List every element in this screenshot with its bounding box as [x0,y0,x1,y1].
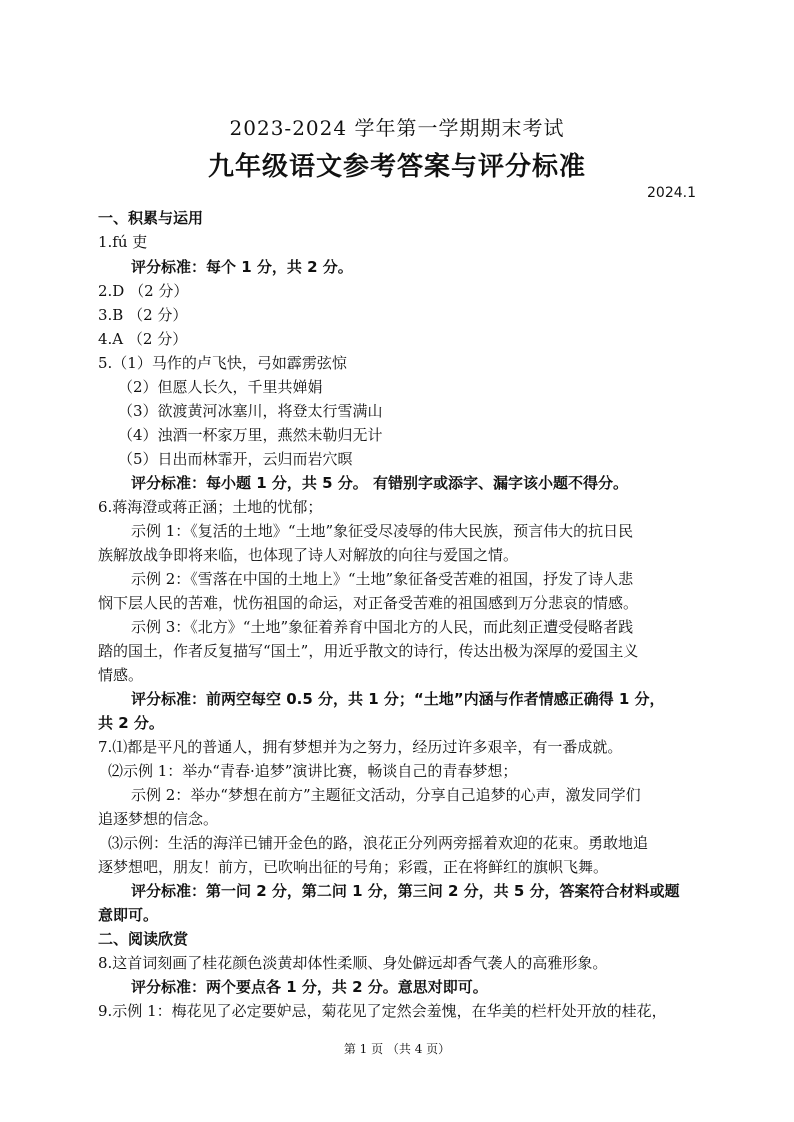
scoring-q1: 评分标准：每个 1 分，共 2 分。 [131,258,353,276]
scoring-q5: 评分标准：每小题 1 分，共 5 分。 有错别字或添字、漏字该小题不得分。 [131,474,628,492]
answer-q6-example2-cont: 悯下层人民的苦难，忧伤祖国的命运，对正备受苦难的祖国感到万分悲哀的情感。 [98,594,639,612]
answer-q7-1: 7.⑴都是平凡的普通人，拥有梦想并为之努力，经历过许多艰辛，有一番成就。 [98,738,623,756]
answer-q7-2-cont: 追逐梦想的信念。 [98,810,219,828]
exam-title: 2023-2024 学年第一学期期末考试 [229,116,565,140]
answer-q6-example1: 示例 1：《复活的土地》“土地”象征受尽凌辱的伟大民族，预言伟大的抗日民 [131,522,634,540]
scoring-q7-cont: 意即可。 [98,906,159,924]
answer-q6-example3-end: 情感。 [98,666,144,684]
answer-q6-example1-cont: 族解放战争即将来临，也体现了诗人对解放的向往与爱国之情。 [98,546,519,564]
answer-q5-2: （2）但愿人长久，千里共婵娟 [118,378,323,396]
answer-q7-2: ⑵示例 1：举办“青春·追梦”演讲比赛，畅谈自己的青春梦想； [108,762,518,780]
answer-q5-5: （5）日出而林霏开，云归而岩穴暝 [118,450,353,468]
page-number: 第 1 页 （共 4 页） [343,1042,451,1056]
section-heading-1: 一、积累与运用 [98,209,204,227]
scoring-q7: 评分标准：第一问 2 分，第二问 1 分，第三问 2 分，共 5 分，答案符合材料或题 [131,882,680,900]
answer-q1: 1.fú 吏 [98,233,148,251]
document-title: 九年级语文参考答案与评分标准 [207,152,586,182]
scoring-q6: 评分标准：前两空每空 0.5 分，共 1 分；“土地”内涵与作者情感正确得 1 分， [131,690,665,708]
answer-q4: 4.A （2 分） [98,330,188,348]
answer-q5-3: （3）欲渡黄河冰塞川，将登太行雪满山 [118,402,383,420]
answer-q6-example3: 示例 3：《北方》“土地”象征着养育中国北方的人民，而此刻正遭受侵略者践 [131,618,634,636]
answer-q7-3-cont: 逐梦想吧，朋友！前方，已吹响出征的号角；彩霞，正在将鲜红的旗帜飞舞。 [98,858,609,876]
scoring-q6-cont: 共 2 分。 [98,714,164,732]
answer-q6: 6.蒋海澄或蒋正涵；土地的忧郁； [98,498,323,516]
answer-q6-example2: 示例 2：《雪落在中国的土地上》“土地”象征备受苦难的祖国，抒发了诗人悲 [131,570,634,588]
answer-q5-1: 5.（1）马作的卢飞快，弓如霹雳弦惊 [98,354,347,372]
answer-q5-4: （4）浊酒一杯家万里，燕然未勒归无计 [118,426,383,444]
scoring-q8: 评分标准：两个要点各 1 分，共 2 分。意思对即可。 [131,978,488,996]
answer-q7-3: ⑶示例：生活的海洋已铺开金色的路，浪花正分列两旁摇着欢迎的花束。勇敢地追 [108,834,649,852]
answer-q2: 2.D （2 分） [98,282,189,300]
answer-q6-example3-cont: 踏的国土，作者反复描写“国土”，用近乎散文的诗行，传达出极为深厚的爱国主义 [98,642,639,660]
answer-q8: 8.这首词刻画了桂花颜色淡黄却体性柔顺、身处僻远却香气袭人的高雅形象。 [98,954,608,972]
answer-q9: 9.示例 1：梅花见了必定要妒忌，菊花见了定然会羞愧，在华美的栏杆处开放的桂花， [98,1002,667,1020]
answer-q7-2-example2: 示例 2：举办“梦想在前方”主题征文活动，分享自己追梦的心声，激发同学们 [131,786,641,804]
document-date: 2024.1 [647,185,696,201]
answer-q3: 3.B （2 分） [98,306,188,324]
section-heading-2: 二、阅读欣赏 [98,930,189,948]
